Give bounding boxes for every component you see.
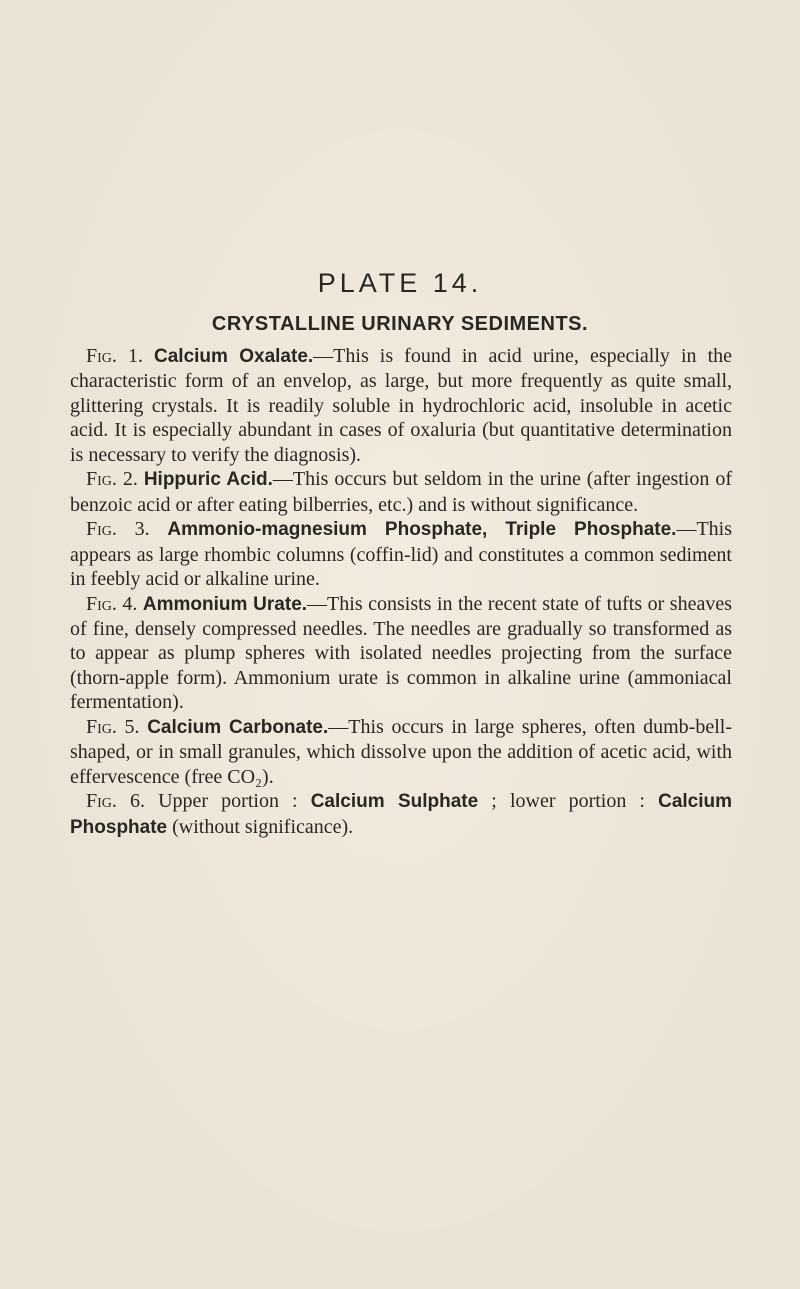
figure-5-paragraph bbox=[70, 715, 732, 789]
figure-4-name: Ammonium Urate. bbox=[142, 593, 308, 615]
figure-4-text: —This consists in the recent state of tufts or sheaves of fine, densely compressed needles. The needles are gradually so transformed as to appear as plump spheres with isolated needles projecting from the surface (thorn-apple form). Ammonium urate is common in alkaline urine (ammoniacal fermentation). bbox=[70, 592, 732, 714]
figure-descriptions bbox=[70, 344, 732, 840]
figure-6-paragraph bbox=[70, 789, 732, 840]
figure-5-text: —This occurs in large spheres, often dumb-bell-shaped, or in small granules, which dissolve upon the addition of acetic acid, with effervescence (free CO₂). bbox=[70, 715, 732, 788]
figure-6-label: Fig. 6. bbox=[86, 790, 145, 813]
figure-4-paragraph bbox=[70, 592, 732, 715]
figure-2-text: —This occurs but seldom in the urine (after ingestion of benzoic acid or after eating bilberries, etc.) and is without significance. bbox=[70, 468, 732, 516]
figure-1-name: Calcium Oxalate. bbox=[154, 346, 314, 367]
figure-2-paragraph bbox=[70, 467, 732, 517]
figure-2-label: Fig. 2. bbox=[86, 468, 138, 491]
figure-4-label: Fig. 4. bbox=[86, 592, 138, 615]
figure-6-name: Calcium Sulphate bbox=[310, 791, 479, 813]
figure-6-mid: ; lower portion : bbox=[478, 790, 659, 813]
figure-3-name: Ammonio-magnesium Phosphate, Triple Phosphate. bbox=[167, 519, 677, 541]
figure-6-name-2: Calcium Phosphate bbox=[70, 791, 733, 838]
figure-5-label: Fig. 5. bbox=[86, 715, 140, 738]
figure-6-pre: Upper portion : bbox=[158, 790, 311, 813]
figure-3-label: Fig. 3. bbox=[86, 518, 150, 541]
plate-subtitle: CRYSTALLINE URINARY SEDIMENTS. bbox=[211, 313, 589, 335]
figure-2-name: Hippuric Acid. bbox=[143, 469, 273, 491]
plate-title: PLATE 14. bbox=[317, 268, 483, 298]
figure-6-text: (without significance). bbox=[167, 815, 354, 838]
figure-3-paragraph bbox=[70, 517, 732, 591]
figure-5-name: Calcium Carbonate. bbox=[147, 716, 329, 738]
figure-1-paragraph bbox=[70, 344, 732, 467]
figure-3-text: —This appears as large rhombic columns (coffin-lid) and constitutes a common sediment in feebly acid or alkaline urine. bbox=[70, 518, 733, 591]
figure-1-text: —This is found in acid urine, especially in the characteristic form of an envelop, as large, but more frequently as quite small, glittering crystals. It is readily soluble in hydrochloric acid, insoluble in acetic acid. It is especially abundant in cases of oxaluria (but quantitative determination is necessary to verify the diagnosis). bbox=[70, 345, 733, 466]
figure-1-label: Fig. 1. bbox=[86, 345, 143, 367]
